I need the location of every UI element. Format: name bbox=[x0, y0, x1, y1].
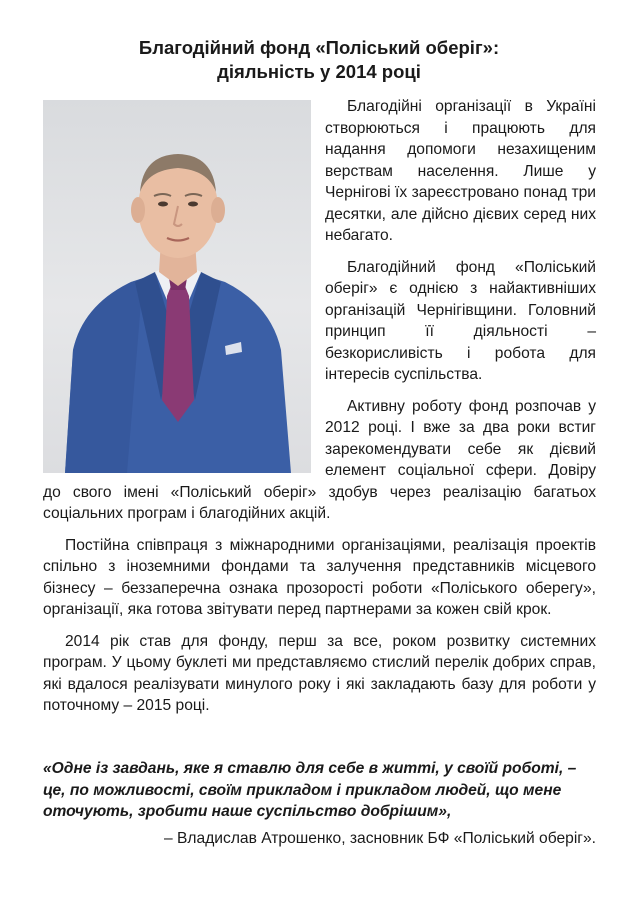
paragraph-1: Благодійні організації в Україні створюються і працюють для надання допомоги незахищеним верствам населення. Лише у Чернігові їх зареєстровано понад три десятки, але дійсно дієвих серед них небагато. bbox=[325, 98, 596, 244]
paragraph-2: Благодійний фонд «Поліський оберіг» є однією з найактивніших організацій Чернігівщини. Головний принцип її діяльності – безкорисливість і робота для інтересів суспільства. bbox=[325, 258, 596, 383]
paragraph-3: Активну роботу фонд розпочав у 2012 році. І вже за два роки встиг зарекомендувати себе як дієвий елемент соціальної сфери. Довіру до свого імені «Поліський оберіг» здобув через реалізацію багатьох соціальних програм і благодійних акцій. bbox=[43, 397, 596, 522]
article-body bbox=[43, 96, 596, 727]
quote-signature: – Владислав Атрошенко, засновник БФ «Поліський оберіг». bbox=[164, 830, 596, 847]
portrait-illustration bbox=[43, 100, 311, 473]
founder-portrait-photo bbox=[43, 100, 311, 473]
page-title bbox=[0, 36, 638, 84]
paragraph-5: 2014 рік став для фонду, перш за все, роком розвитку системних програм. У цьому буклеті ми представляємо стислий перелік добрих справ, які вдалося реалізувати минулого року і які закладають базу для роботи у поточному – 2015 році. bbox=[43, 632, 596, 714]
founder-quote: «Одне із завдань, яке я ставлю для себе в житті, у своїй роботі, – це, по можливості, своїм прикладом і прикладом людей, що мене оточують, зробити наше суспільство добрішим», bbox=[43, 760, 577, 820]
paragraph-4: Постійна співпраця з міжнародними організаціями, реалізація проектів спільно з іноземними фондами та залучення представників місцевого бізнесу – беззаперечна ознака прозорості роботи «Поліського оберегу», організації, яка готова звітувати перед партнерами за кожен свій крок. bbox=[43, 536, 596, 618]
title-line-2: діяльність у 2014 році bbox=[217, 61, 421, 82]
title-line-1: Благодійний фонд «Поліський оберіг»: bbox=[138, 37, 500, 58]
